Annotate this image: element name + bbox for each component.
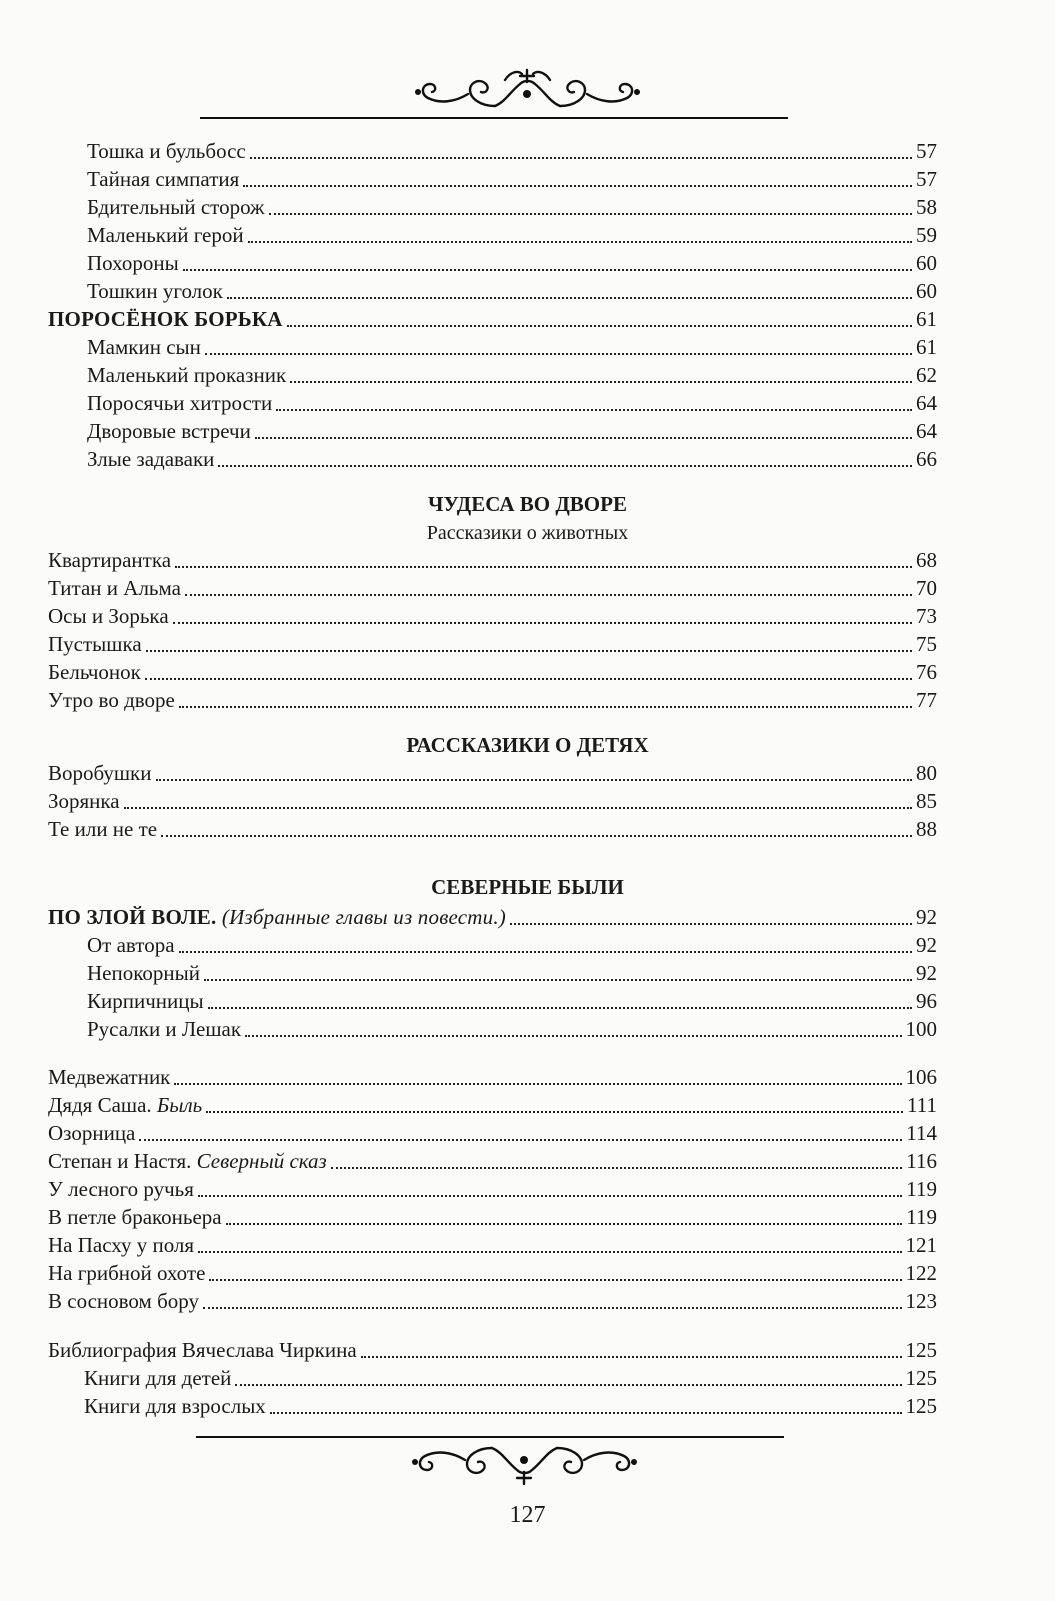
toc-entry-page: 75 [916, 632, 937, 656]
toc-entry-title [48, 1119, 137, 1147]
toc-entry[interactable] [87, 277, 937, 305]
leader-dots [235, 1370, 901, 1386]
toc-entry[interactable] [87, 361, 937, 389]
leader-dots [255, 423, 912, 439]
toc-entry-title: Те или не те [48, 817, 158, 841]
section-subheading: Рассказики о животных [426, 522, 629, 544]
leader-dots [208, 993, 912, 1009]
toc-entry-subtitle: Быль [156, 1093, 203, 1117]
toc-entry[interactable] [48, 686, 937, 714]
toc-entry-title [48, 1175, 196, 1203]
toc-entry-title: Кирпичницы [87, 989, 204, 1013]
toc-entry-title-main: Дядя Саша. [48, 1093, 152, 1117]
toc-entry[interactable] [48, 574, 937, 602]
toc-entry-title-main: На грибной охоте [48, 1261, 206, 1285]
toc-entry-title: Тошкин уголок [87, 279, 223, 303]
toc-entry-page: 88 [916, 817, 937, 841]
toc-entry[interactable] [87, 249, 937, 277]
toc-entry[interactable] [48, 1175, 937, 1203]
toc-entry[interactable] [87, 389, 937, 417]
leader-dots [270, 1398, 902, 1414]
toc-entry-page: 114 [906, 1121, 937, 1145]
toc-entry-title: Поросячьи хитрости [87, 391, 273, 415]
toc-entry-title: Непокорный [87, 961, 200, 985]
toc-entry-page: 125 [905, 1338, 937, 1362]
toc-entry[interactable] [87, 193, 937, 221]
leader-dots [331, 1153, 903, 1169]
leader-dots [269, 199, 912, 215]
leader-dots [185, 580, 912, 596]
toc-entry[interactable] [87, 931, 937, 959]
toc-entry-page: 125 [905, 1394, 937, 1418]
toc-entry-page: 111 [907, 1093, 937, 1117]
toc-entry-title: Маленький проказник [87, 363, 287, 387]
leader-dots [206, 1097, 903, 1113]
toc-entry-page: 64 [916, 391, 937, 415]
leader-dots [179, 937, 912, 953]
leader-dots [248, 227, 912, 243]
leader-dots [203, 1293, 902, 1309]
toc-section-entry[interactable] [48, 903, 937, 931]
toc-entry-title: Похороны [87, 251, 179, 275]
toc-entry-title: Титан и Альма [48, 576, 181, 600]
toc-entry-title-main: Медвежатник [48, 1065, 171, 1089]
toc-entry-title [48, 1203, 224, 1231]
toc-entry-title: Библиография Вячеслава Чиркина [48, 1338, 357, 1362]
toc-entry-page: 122 [905, 1261, 937, 1285]
toc-entry-title [48, 1063, 172, 1091]
toc-entry[interactable] [48, 658, 937, 686]
leader-dots [175, 552, 912, 568]
toc-entry[interactable] [48, 1336, 937, 1364]
leader-dots [156, 765, 912, 781]
toc-entry-title-main: Озорница [48, 1121, 136, 1145]
toc-entry-title-main: В петле браконьера [48, 1205, 222, 1229]
toc-entry-page: 85 [916, 789, 937, 813]
toc-entry-page: 80 [916, 761, 937, 785]
leader-dots [361, 1342, 902, 1358]
toc-entry-page: 73 [916, 604, 937, 628]
toc-entry-title: Мамкин сын [87, 335, 201, 359]
toc-entry[interactable] [87, 445, 937, 473]
toc-entry-subtitle: Северный сказ [196, 1149, 327, 1173]
toc-entry[interactable] [48, 1287, 937, 1315]
leader-dots [204, 965, 912, 981]
toc-entry[interactable] [48, 1203, 937, 1231]
toc-entry-page: 62 [916, 363, 937, 387]
toc-entry[interactable] [48, 815, 937, 843]
toc-entry-page: 125 [905, 1366, 937, 1390]
toc-entry-page: 64 [916, 419, 937, 443]
toc-entry-title: Квартирантка [48, 548, 172, 572]
toc-entry-page: 60 [916, 279, 937, 303]
toc-entry-title: Русалки и Лешак [87, 1017, 242, 1041]
toc-entry[interactable] [87, 1015, 937, 1043]
leader-dots [510, 909, 912, 925]
toc-entry[interactable] [48, 1063, 937, 1091]
toc-entry-page: 116 [906, 1149, 937, 1173]
toc-entry-title: Книги для детей [84, 1366, 232, 1390]
leader-dots [139, 1125, 902, 1141]
toc-entry-page: 58 [916, 195, 937, 219]
toc-entry-title-main: В сосновом бору [48, 1289, 199, 1313]
toc-entry-page: 121 [905, 1233, 937, 1257]
toc-entry[interactable] [87, 959, 937, 987]
toc-entry[interactable] [84, 1364, 937, 1392]
toc-entry[interactable] [87, 137, 937, 165]
leader-dots [173, 608, 912, 624]
toc-entry[interactable] [87, 221, 937, 249]
toc-entry-page: 61 [916, 335, 937, 359]
leader-dots [161, 821, 912, 837]
toc-entry-title [48, 1147, 329, 1175]
toc-entry-page: 68 [916, 548, 937, 572]
toc-entry-title: Бельчонок [48, 660, 141, 684]
toc-entry-page: 123 [905, 1289, 937, 1313]
leader-dots [226, 1209, 903, 1225]
leader-dots [276, 395, 912, 411]
toc-entry[interactable] [48, 546, 937, 574]
top-ornament [0, 62, 1055, 122]
toc-entry-page: 96 [916, 989, 937, 1013]
toc-entry[interactable] [48, 1259, 937, 1287]
toc-entry-title-main: ПО ЗЛОЙ ВОЛЕ. [48, 905, 217, 929]
toc-entry-title-main: У лесного ручья [48, 1177, 194, 1201]
toc-entry-title-main: На Пасху у поля [48, 1233, 195, 1257]
page-number: 127 [509, 1502, 546, 1528]
toc-section-entry[interactable] [48, 305, 937, 333]
leader-dots [183, 255, 912, 271]
toc-entry-title: Тошка и бульбосс [87, 139, 246, 163]
toc-entry-page: 106 [905, 1065, 937, 1089]
toc-entry-title [48, 1091, 204, 1119]
section-heading: ЧУДЕСА ВО ДВОРЕ [428, 492, 627, 516]
toc-entry-title: Пустышка [48, 632, 142, 656]
toc-entry-page: 100 [905, 1017, 937, 1041]
leader-dots [146, 636, 912, 652]
toc-entry-page: 66 [916, 447, 937, 471]
section-heading: СЕВЕРНЫЕ БЫЛИ [431, 875, 624, 899]
leader-dots [179, 692, 912, 708]
leader-dots [250, 143, 912, 159]
toc-entry[interactable] [48, 759, 937, 787]
toc-entry-title: ПОРОСЁНОК БОРЬКА [48, 307, 283, 331]
leader-dots [198, 1237, 901, 1253]
toc-entry-title: Книги для взрослых [84, 1394, 266, 1418]
leader-dots [245, 1021, 901, 1037]
toc-entry-title [48, 1231, 196, 1259]
toc-entry[interactable] [87, 417, 937, 445]
leader-dots [287, 311, 912, 327]
toc-entry-title: Осы и Зорька [48, 604, 169, 628]
toc-entry-title: Утро во дворе [48, 688, 175, 712]
leader-dots [205, 339, 912, 355]
toc-entry[interactable] [87, 333, 937, 361]
toc-entry[interactable] [48, 1147, 937, 1175]
toc-entry-page: 119 [906, 1205, 937, 1229]
toc-entry[interactable] [48, 1119, 937, 1147]
toc-entry-title: Тайная симпатия [87, 167, 240, 191]
toc-entry-page: 61 [916, 307, 937, 331]
leader-dots [209, 1265, 901, 1281]
toc-entry-title: Зорянка [48, 789, 120, 813]
leader-dots [198, 1181, 902, 1197]
leader-dots [227, 283, 912, 299]
toc-entry-title: Дворовые встречи [87, 419, 251, 443]
toc-entry-title [48, 1287, 201, 1315]
toc-entry[interactable] [87, 987, 937, 1015]
toc-entry-title: От автора [87, 933, 175, 957]
toc-entry-title: Бдительный сторож [87, 195, 265, 219]
section-heading: РАССКАЗИКИ О ДЕТЯХ [406, 733, 649, 757]
toc-entry-page: 60 [916, 251, 937, 275]
toc-entry-title [48, 903, 508, 931]
toc-entry-page: 92 [916, 961, 937, 985]
toc-entry-note: (Избранные главы из повести.) [221, 905, 506, 929]
toc-entry-page: 70 [916, 576, 937, 600]
toc-entry[interactable] [48, 1091, 937, 1119]
toc-entry-title-main: Степан и Настя. [48, 1149, 192, 1173]
leader-dots [174, 1069, 901, 1085]
leader-dots [243, 171, 912, 187]
leader-dots [290, 367, 912, 383]
bottom-ornament [0, 1432, 1055, 1492]
leader-dots [218, 451, 912, 467]
toc-entry-page: 92 [916, 933, 937, 957]
toc-entry-page: 59 [916, 223, 937, 247]
toc-entry-title: Воробушки [48, 761, 152, 785]
toc-entry[interactable] [87, 165, 937, 193]
toc-entry-page: 57 [916, 139, 937, 163]
leader-dots [124, 793, 912, 809]
toc-entry-title [48, 1259, 207, 1287]
toc-entry-page: 57 [916, 167, 937, 191]
leader-dots [145, 664, 912, 680]
toc-entry[interactable] [84, 1392, 937, 1420]
toc-entry-page: 76 [916, 660, 937, 684]
toc-entry[interactable] [48, 787, 937, 815]
toc-entry[interactable] [48, 630, 937, 658]
toc-entry[interactable] [48, 1231, 937, 1259]
toc-entry-page: 119 [906, 1177, 937, 1201]
toc-entry-page: 92 [916, 905, 937, 929]
toc-entry[interactable] [48, 602, 937, 630]
toc-entry-title: Злые задаваки [87, 447, 215, 471]
toc-entry-title: Маленький герой [87, 223, 244, 247]
toc-entry-page: 77 [916, 688, 937, 712]
